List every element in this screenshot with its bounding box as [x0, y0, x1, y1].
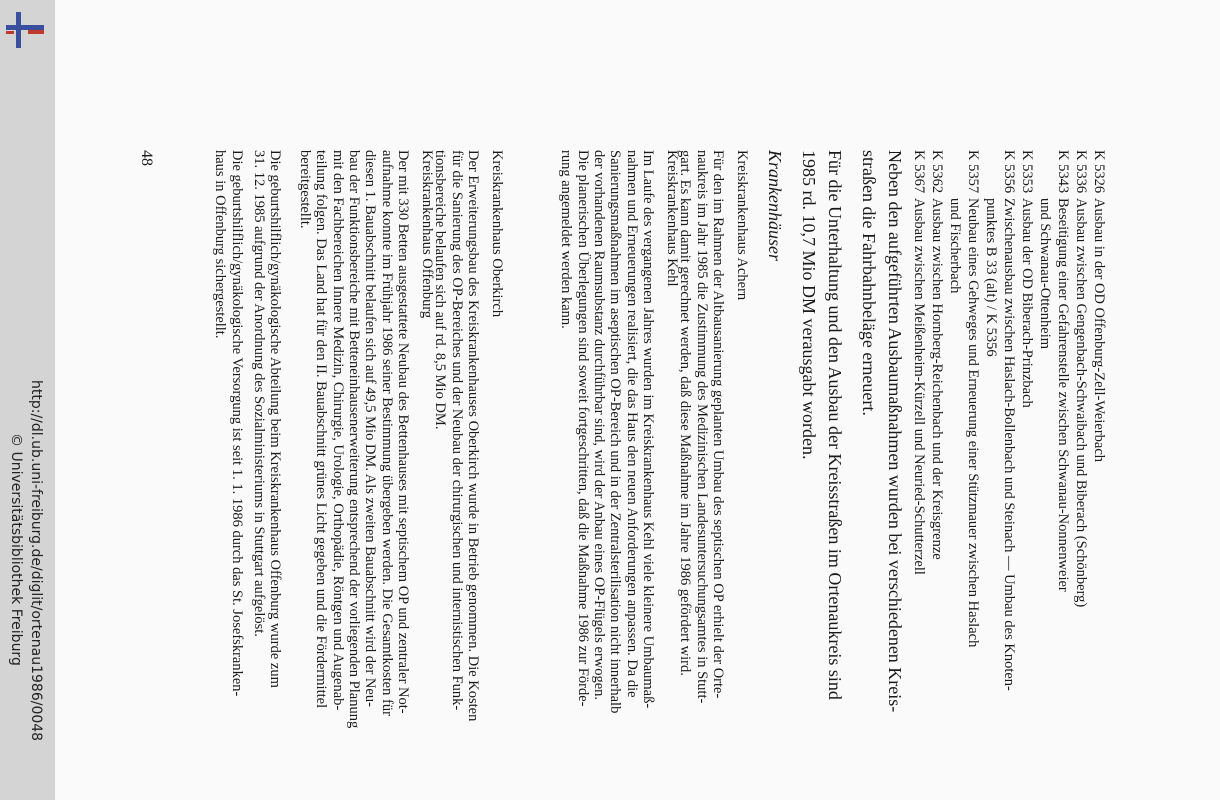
road-list-item: [1073, 150, 1089, 607]
offenburg-text-line: mit den Fachbereichen Innere Medizin, Chirurgie, Urologie, Orthopädie, Röntgen und Augenab-: [329, 150, 346, 711]
road-list-item: [1091, 150, 1107, 462]
achern-title: Kreiskrankenhaus Achern: [734, 150, 750, 301]
road-list-item: [965, 150, 981, 647]
road-list-item: [1001, 150, 1017, 691]
offenburg-text2-line: Die geburtshilflich/gynäkologische Abteilung beim Kreiskrankenhaus Offenburg wurde zum: [266, 150, 283, 688]
offenburg-text-line: diesen 1. Bauabschnitt belaufen sich auf 49,5 Mio DM. Als zweiten Bauabschnitt wird der Neu-: [362, 150, 379, 707]
paragraph-ausbau-line-2: straßen die Fahrbahnbeläge erneuert.: [859, 150, 879, 416]
road-list-item: [1037, 150, 1053, 349]
copyright-notice: © Universitätsbibliothek Freiburg: [8, 433, 24, 666]
offenburg-text-line: teilung folgen. Das Land hat für den II. Bauabschnitt grünes Licht gegeben und die Fördermittel: [313, 150, 330, 709]
road-description: Ausbau zwischen Gengenbach-Schwaibach und Biberach (Schönberg): [1073, 198, 1089, 608]
paragraph-ausbau-line-1: Neben den aufgeführten Ausbaumaßnahmen wurden bei verschiedenen Kreis-: [885, 150, 905, 713]
kehl-title: Kreiskrankenhaus Kehl: [664, 150, 680, 287]
road-code: K 5353: [1019, 150, 1035, 194]
paragraph-unterhaltung-line-1: Für die Unterhaltung und den Ausbau der Kreisstraßen im Ortenaukreis sind: [825, 150, 845, 700]
achern-text-line: gart. Es kann damit gerechnet werden, daß diese Maßnahme im Jahre 1986 gefördert wird.: [677, 150, 694, 676]
offenburg-text-line: bau der Funktionsbereiche mit Betteneinhausenerweiterung entsprechend der vorliegenden Planung: [346, 150, 363, 729]
road-description: Ausbau zwischen Hornberg-Reichenbach und der Kreisgrenze: [929, 198, 945, 560]
kehl-text-line: rung angemeldet werden kann.: [558, 150, 575, 329]
achern-text-line: naukreis im Jahr 1985 die Zustimmung des Medizinischen Landesuntersuchungsamtes in Stutt-: [693, 150, 710, 704]
road-code: K 5362: [929, 150, 945, 194]
offenburg-title: Kreiskrankenhaus Offenburg: [419, 150, 435, 319]
road-description: Neubau eines Gehweges und Erneuerung einer Stützmauer zwischen Haslach: [965, 198, 981, 648]
road-code: K 5326: [1091, 150, 1107, 194]
road-list-item: [947, 150, 963, 293]
kehl-text-line: Im Laufe des vergangenen Jahres wurden im Kreiskrankenhaus Kehl viele kleinere Umbaumaß-: [640, 150, 656, 709]
kehl-text-line: Sanierungsmaßnahmen im aseptischen OP-Bereich und in der Zentralsterilisation nicht innerhalb: [607, 150, 624, 714]
oberkirch-title: Kreiskrankenhaus Oberkirch: [489, 150, 505, 318]
road-description: Ausbau in der OD Offenburg-Zell-Weierbach: [1091, 198, 1107, 463]
road-description: Beseitigung einer Gefahrenstelle zwischen Schwanau-Nonnenweier: [1055, 198, 1071, 592]
oberkirch-text-line: Der Erweiterungsbau des Kreiskrankenhauses Oberkirch wurde in Betrieb genommen. Die Kosten: [465, 150, 481, 722]
road-list-item: [1019, 150, 1035, 408]
road-description: Ausbau der OD Biberach-Prinzbach: [1019, 198, 1035, 408]
road-code: K 5336: [1073, 150, 1089, 194]
oberkirch-text-line: tionsbereiche belaufen sich auf rd. 8,5 Mio DM.: [432, 150, 449, 430]
offenburg-text2-line: haus in Offenburg sichergestellt.: [212, 150, 229, 339]
offenburg-text2-line: Die geburtshilflich/gynäkologische Versorgung ist seit 1. 1. 1986 durch das St. Josefskranken-: [228, 150, 245, 697]
road-code: K 5367: [911, 150, 927, 194]
road-description: Zwischenausbau zwischen Haslach-Bollenbach und Steinach — Umbau des Knoten-: [1001, 198, 1017, 691]
road-code: K 5357: [965, 150, 981, 194]
road-list-item: [1055, 150, 1071, 592]
kehl-text-line: der vorhandenen Raumsubstanz durchführbar sind, wird der Anbau eines OP-Flügels erwogen.: [591, 150, 608, 701]
achern-text-line: Für den im Rahmen der Altbausanierung geplanten Umbau des septischen OP erhielt der Orte-: [710, 150, 726, 699]
oberkirch-text-line: für die Sanierung des OP-Bereiches und der Neubau der chirurgischen und internistischen Funk-: [448, 150, 465, 711]
offenburg-text-line: Der mit 330 Betten ausgestattete Neubau des Bettenhauses mit septischem OP und zentraler Not-: [395, 150, 411, 714]
road-description: und Fischerbach: [947, 198, 963, 294]
offenburg-text-line: bereitgestellt.: [297, 150, 314, 229]
offenburg-text-line: aufnahme konnte im Frühjahr 1986 seiner Bestimmung übergeben werden. Die Gesamtkosten für: [378, 150, 395, 716]
road-description: und Schwanau-Ottenheim: [1037, 198, 1053, 350]
section-title: Krankenhäuser: [765, 150, 785, 261]
kehl-text-line: nahmen und Erneuerungen realisiert, die das Haus den neuen Anforderungen anpassen. Da die: [623, 150, 640, 698]
road-description: punktes B 33 (alt) / K 5356: [983, 198, 999, 357]
road-list-item: [911, 150, 927, 575]
road-code: K 5343: [1055, 150, 1071, 194]
road-list-item: [929, 150, 945, 560]
road-code: K 5356: [1001, 150, 1017, 194]
source-url[interactable]: http://dl.ub.uni-freiburg.de/diglit/ortenau1986/0048: [28, 380, 44, 742]
kehl-text-line: Die planerischen Überlegungen sind soweit fortgeschritten, daß die Maßnahme 1986 zur Förde-: [574, 150, 591, 707]
road-description: Ausbau zwischen Meißenheim-Kürzell und Neuried-Schutterzell: [911, 198, 927, 575]
paragraph-unterhaltung-line-2: 1985 rd. 10,7 Mio DM verausgabt worden.: [799, 150, 819, 460]
offenburg-text2-line: 31. 12. 1985 aufgrund der Anordnung des Sozialministeriums in Stuttgart aufgelöst.: [250, 150, 267, 637]
road-list-item: [983, 150, 999, 357]
page-number: 48: [138, 150, 155, 166]
